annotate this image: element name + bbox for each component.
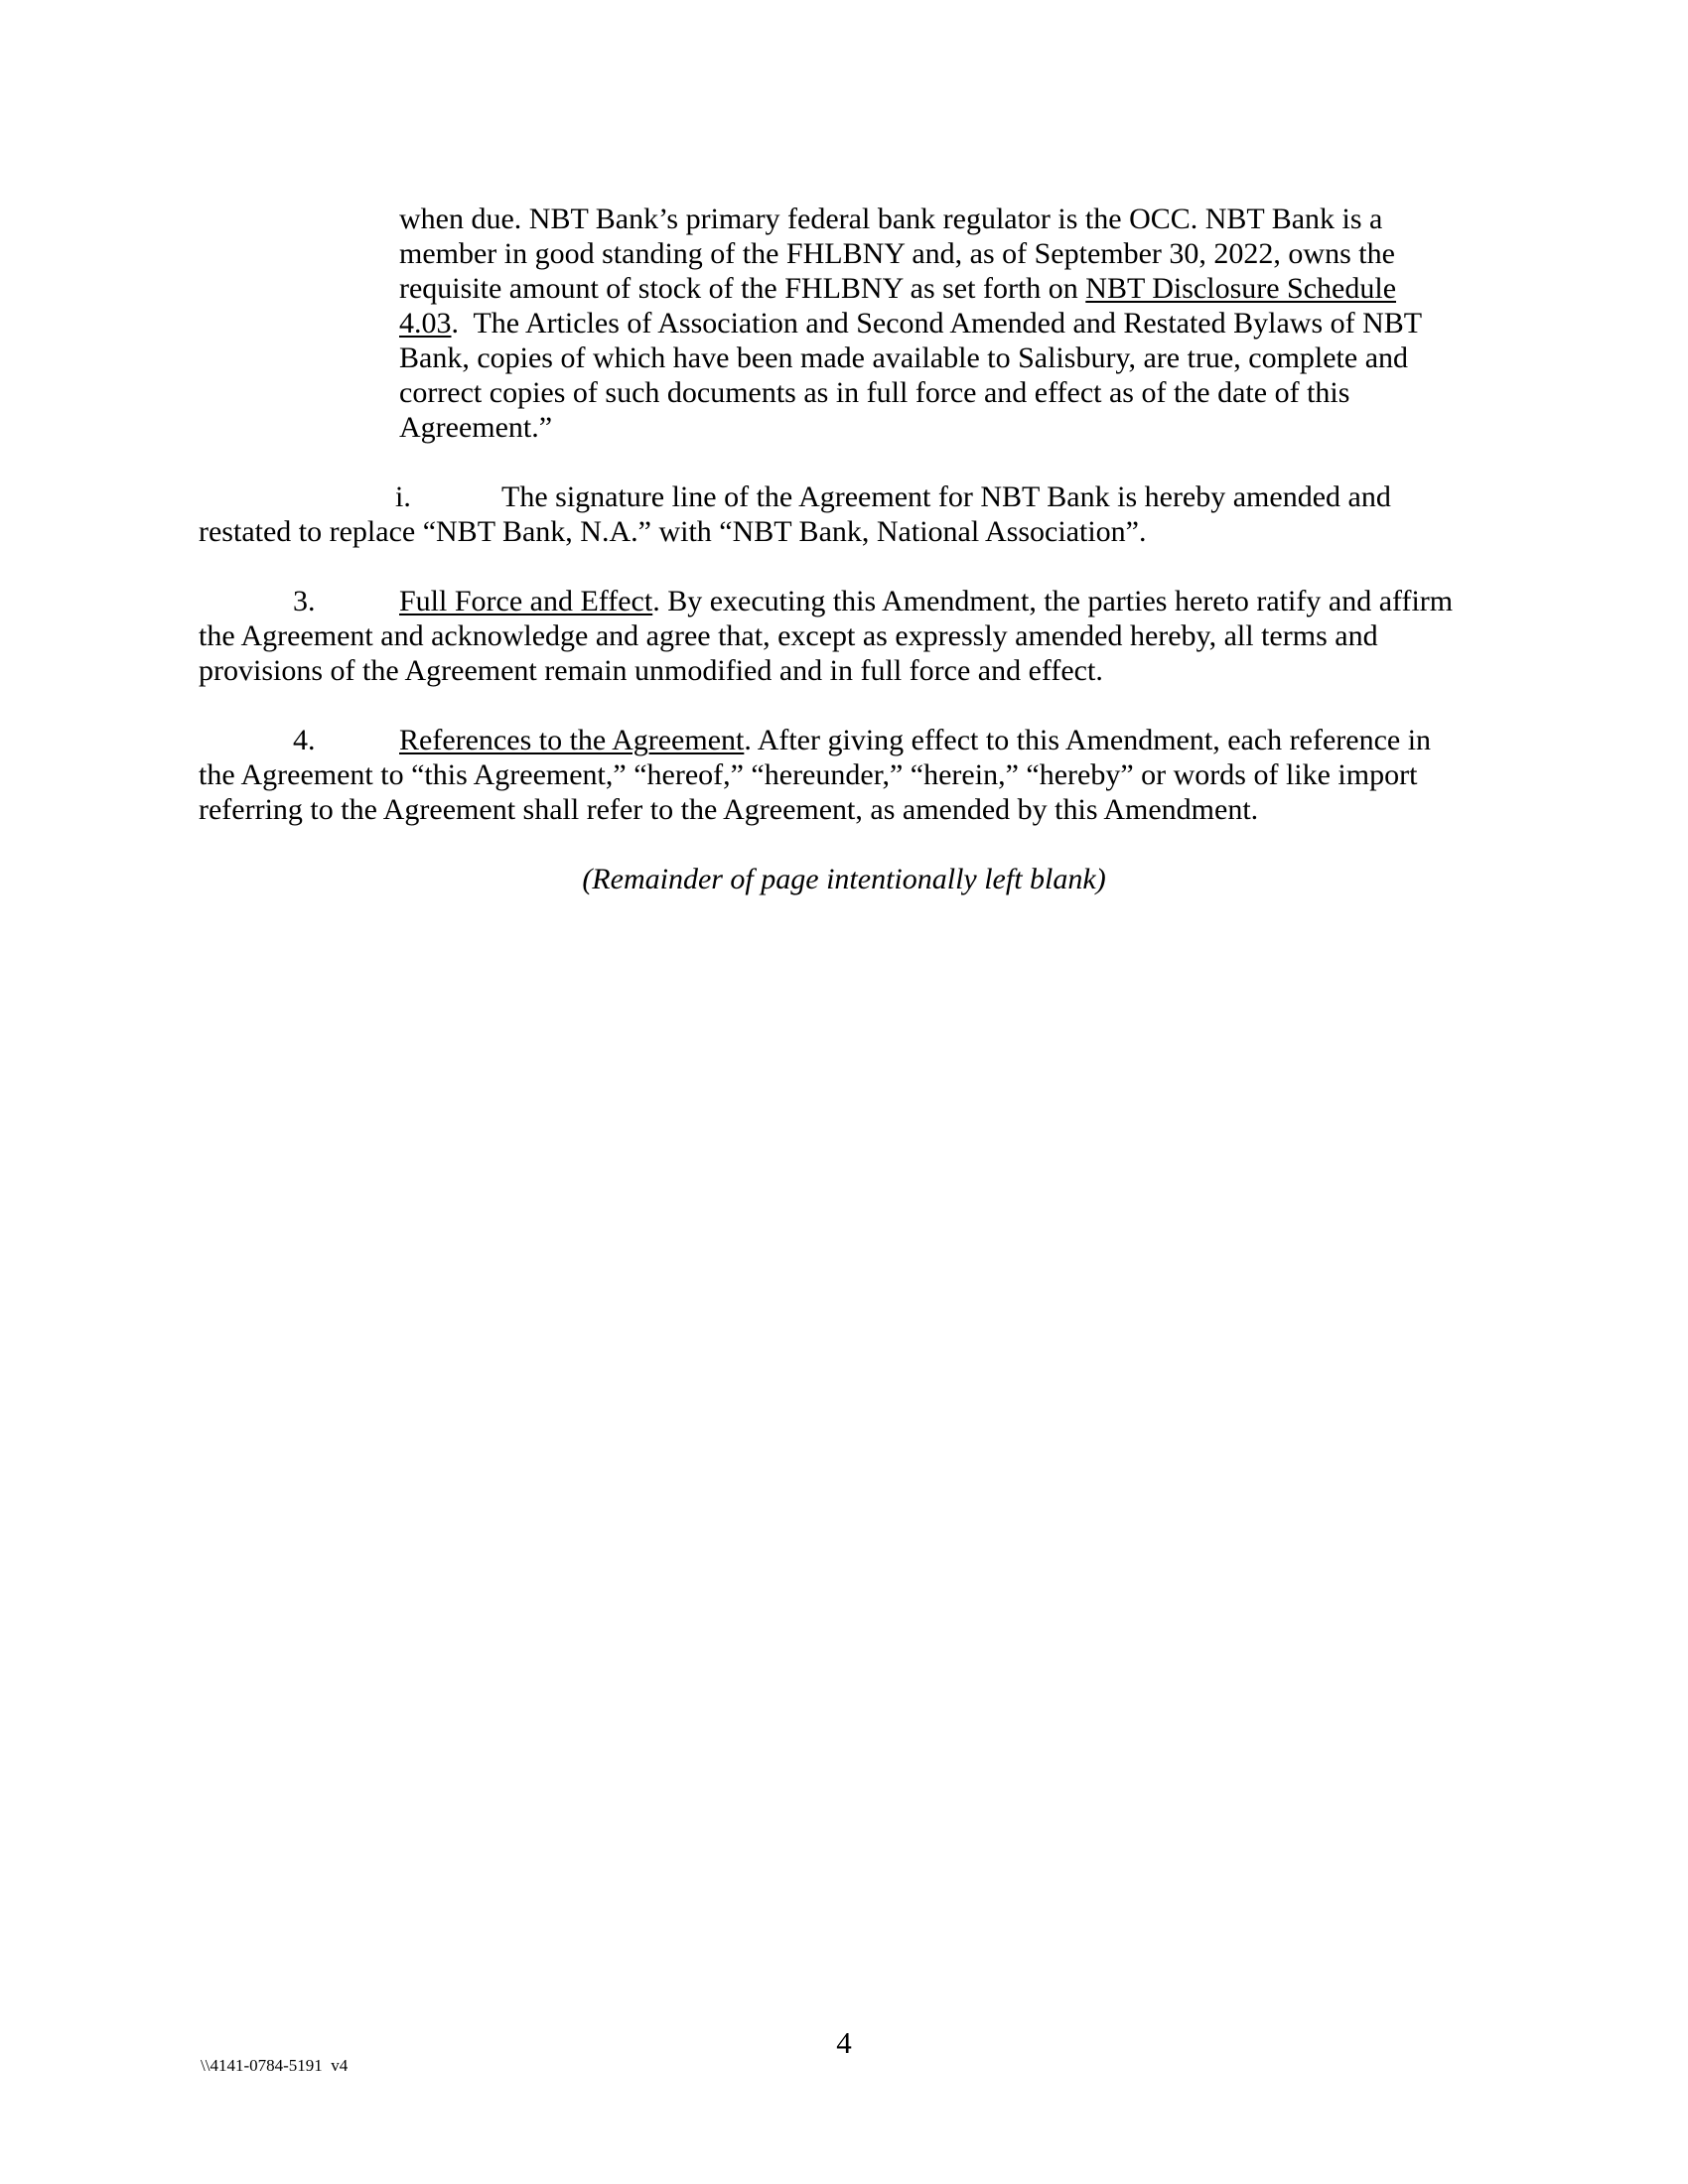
quoted-block-paragraph (399, 202, 1489, 445)
section-4-line: referring to the Agreement shall refer to the Agreement, as amended by this Amendment. (199, 793, 1259, 826)
quote-line: correct copies of such documents as in full force and effect as of the date of this (399, 376, 1350, 409)
quote-text: requisite amount of stock of the FHLBNY as set forth on (399, 272, 1086, 305)
section-4-paragraph (199, 723, 1489, 827)
section-4-line: the Agreement to “this Agreement,” “hereof,” “hereunder,” “herein,” “hereby” or words of like import (199, 758, 1418, 791)
section-3-heading: Full Force and Effect (399, 585, 653, 617)
quote-line (399, 271, 1489, 306)
section-3-first-line (293, 584, 1489, 618)
remainder-notice: (Remainder of page intentionally left blank) (582, 863, 1106, 895)
document-id-footer: \\4141-0784-5191 v4 (201, 2056, 349, 2075)
section-text: . By executing this Amendment, the parties hereto ratify and affirm (652, 585, 1454, 617)
section-3-paragraph (199, 584, 1489, 688)
quote-line: when due. NBT Bank’s primary federal bank regulator is the OCC. NBT Bank is a (399, 203, 1383, 235)
clause-i-line: restated to replace “NBT Bank, N.A.” with “NBT Bank, National Association”. (199, 515, 1147, 548)
disclosure-schedule-reference: NBT Disclosure Schedule (1085, 272, 1397, 305)
clause-i-paragraph (199, 479, 1489, 549)
quote-line (399, 306, 1489, 341)
quote-line: member in good standing of the FHLBNY and, as of September 30, 2022, owns the (399, 237, 1395, 270)
clause-text: The signature line of the Agreement for NBT Bank is hereby amended and (501, 480, 1391, 513)
quote-text: . The Articles of Association and Second Amended and Restated Bylaws of NBT (451, 307, 1423, 340)
section-number: 3. (293, 585, 316, 617)
section-4-heading: References to the Agreement (399, 724, 745, 756)
section-number: 4. (293, 724, 316, 756)
quote-line: Bank, copies of which have been made available to Salisbury, are true, complete and (399, 341, 1409, 374)
section-text: . After giving effect to this Amendment, each reference in (744, 724, 1432, 756)
document-body (199, 202, 1489, 896)
clause-i-first-line (395, 479, 1489, 514)
section-4-first-line (293, 723, 1489, 757)
page-number: 4 (836, 2025, 852, 2060)
section-3-line: provisions of the Agreement remain unmodified and in full force and effect. (199, 654, 1103, 687)
clause-number: i. (395, 480, 411, 513)
section-3-line: the Agreement and acknowledge and agree that, except as expressly amended hereby, all terms and (199, 619, 1378, 652)
disclosure-schedule-number: 4.03 (399, 307, 452, 340)
quote-line: Agreement.” (399, 411, 553, 444)
